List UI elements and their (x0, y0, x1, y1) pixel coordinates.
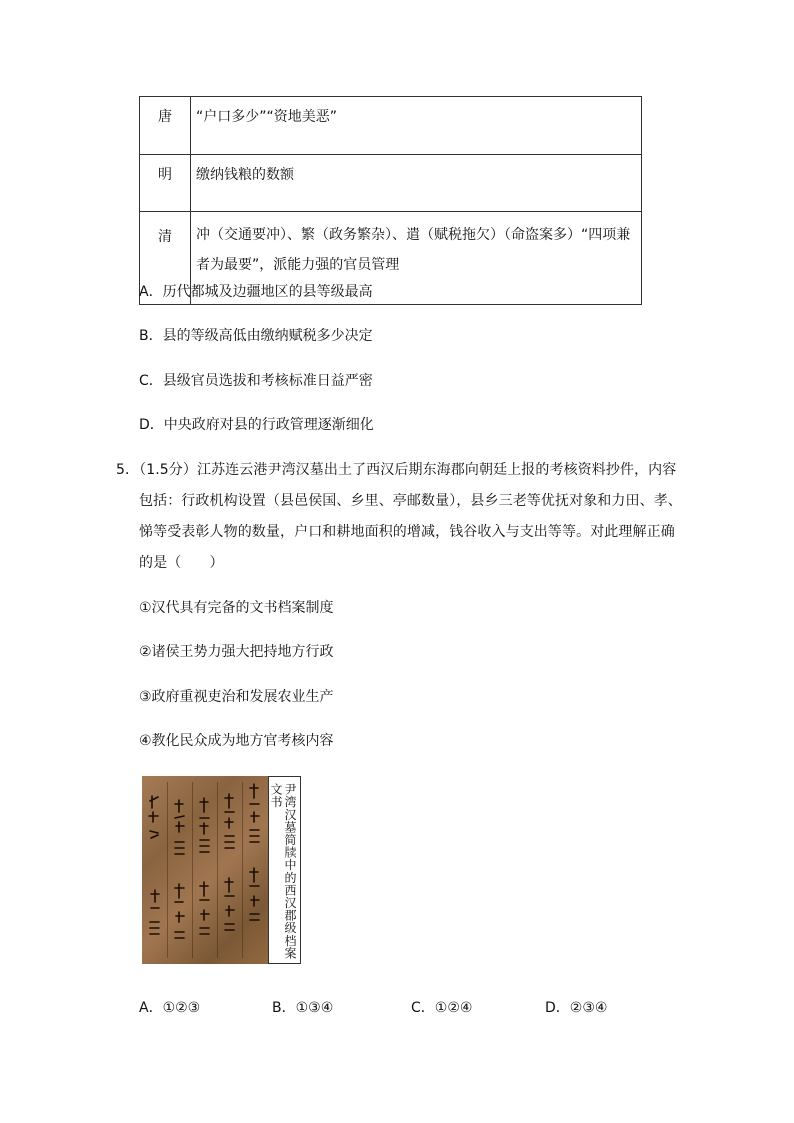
q5-statement-1: ①汉代具有完备的文书档案制度 (139, 600, 334, 616)
table-row (140, 97, 642, 155)
q5-statement-2: ②诸侯王势力强大把持地方行政 (139, 644, 334, 660)
photo-caption-box (268, 776, 301, 964)
dynasty-cell: 唐 (140, 97, 191, 155)
dynasty-criteria-table (139, 96, 642, 305)
q5-stem-line: 的是（ ） (139, 555, 224, 571)
q4-option-b: B．县的等级高低由缴纳赋税多少决定 (139, 328, 373, 344)
photo-caption: 尹湾汉墓简牍中的西汉郡级档案文书 (269, 783, 297, 960)
q4-option-a: A．历代都城及边疆地区的县等级最高 (139, 284, 373, 300)
dynasty-cell: 清 (140, 212, 191, 305)
q5-option-a: A．①②③ (139, 1000, 201, 1016)
criteria-cell: “户口多少”“资地美恶” (191, 97, 642, 155)
bamboo-slip-photo (142, 776, 268, 964)
table-row (140, 155, 642, 212)
q5-stem-line: 5．（1.5分）江苏连云港尹湾汉墓出土了西汉后期东海郡向朝廷上报的考核资料抄件，内容 (116, 462, 677, 478)
q5-statement-4: ④教化民众成为地方官考核内容 (139, 733, 334, 749)
q5-stem-line: 悌等受表彰人物的数量，户口和耕地面积的增减，钱谷收入与支出等等。对此理解正确 (139, 524, 675, 540)
q5-statement-3: ③政府重视吏治和发展农业生产 (139, 689, 334, 705)
criteria-cell: 冲（交通要冲）、繁（政务繁杂）、遣（赋税拖欠）（命盗案多）“四项兼者为最要”，派能力强的官员管理 (191, 212, 642, 305)
q4-option-c: C．县级官员选拔和考核标准日益严密 (139, 373, 373, 389)
handwritten-script-glyphs (142, 776, 268, 964)
q5-option-d: D．②③④ (545, 1000, 608, 1016)
q5-option-c: C．①②④ (411, 1000, 473, 1016)
q4-option-d: D．中央政府对县的行政管理逐渐细化 (139, 417, 374, 433)
q5-option-b: B．①③④ (272, 1000, 334, 1016)
q5-stem-line: 包括：行政机构设置（县邑侯国、乡里、亭邮数量），县乡三老等优抚对象和力田、孝、 (139, 493, 682, 509)
criteria-cell: 缴纳钱粮的数额 (191, 155, 642, 212)
dynasty-cell: 明 (140, 155, 191, 212)
